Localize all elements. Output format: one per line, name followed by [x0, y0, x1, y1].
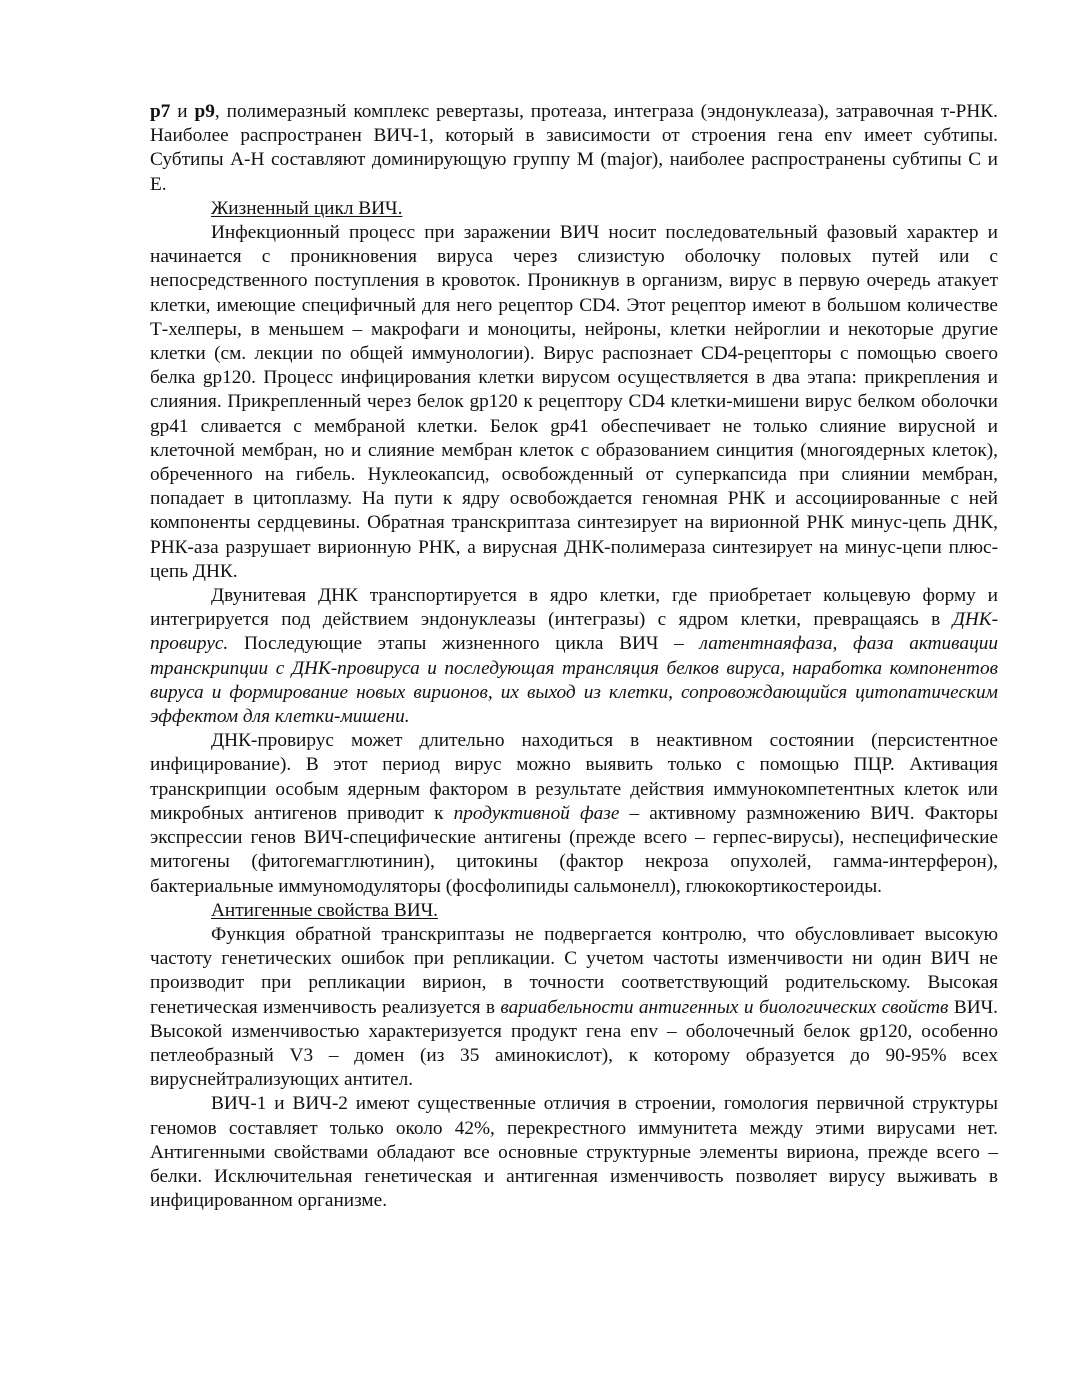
paragraph-dna-provirus — [150, 584, 998, 729]
document-page — [150, 100, 998, 1213]
paragraph-persistent-infection — [150, 729, 998, 898]
bold-term-p7: р7 — [150, 101, 171, 122]
italic-term: латентнаяфаза, фаза активации транскрипции с ДНК-провируса и последующая трансляция белков вируса, наработка компонентов вируса и формирование новых вирионов, их выход из клетки, сопровождающийся цитопатическим эффектом для клетки-мишени. — [150, 633, 998, 728]
bold-term-p9: р9 — [194, 101, 215, 122]
text-segment: – активному размножению ВИЧ. Факторы экспрессии генов ВИЧ-специфические антигены (прежде всего – герпес-вирусы), неспецифические митогены (фитогемагглютинин), цитокины (фактор некроза опухолей, гамма-интерферон), бактериальные иммуномодуляторы (фосфолипиды сальмонелл), глюкокортикостероиды. — [150, 802, 998, 897]
paragraph-virion-components — [150, 100, 998, 197]
paragraph-hiv1-hiv2-differences: ВИЧ-1 и ВИЧ-2 имеют существенные отличия в строении, гомология первичной структуры геномов составляет только около 42%, перекрестного иммунитета между этими вирусами нет. Антигенными свойствами обладают все основные структурные элементы вириона, прежде всего – белки. Исключительная генетическая и антигенная изменчивость позволяет вирусу выживать в инфицированном организме. — [150, 1093, 998, 1212]
paragraph-reverse-transcriptase — [150, 923, 998, 1092]
section-heading-antigenic-properties: Антигенные свойства ВИЧ. — [211, 899, 439, 921]
section-heading-life-cycle: Жизненный цикл ВИЧ. — [211, 197, 403, 219]
italic-term: продуктивной фазе — [453, 802, 620, 824]
italic-term: ДНК-провирус. — [150, 609, 998, 655]
text-segment: Последующие этапы жизненного цикла ВИЧ – — [228, 633, 700, 655]
paragraph-infection-process: Инфекционный процесс при заражении ВИЧ носит последовательный фазовый характер и начинается с проникновения вируса через слизистую оболочку половых путей или с непосредственного поступления в кровоток. Проникнув в организм, вирус в первую очередь атакует клетки, имеющие специфичный для него рецептор CD4. Этот рецептор имеют в большом количестве Т-хелперы, в меньшем – макрофаги и моноциты, нейроны, клетки нейроглии и некоторые другие клетки (см. лекции по общей иммунологии). Вирус распознает CD4-рецепторы с помощью своего белка gp120. Процесс инфицирования клетки вирусом осуществляется в два этапа: прикрепления и слияния. Прикрепленный через белок gp120 к рецептору CD4 клетки-мишени вирус белком оболочки gp41 сливается с мембраной клетки. Белок gp41 обеспечивает не только слияние вирусной и клеточной мембран, но и слияние мембран клеток с образованием синцития (многоядерных клеток), обреченного на гибель. Нуклеокапсид, освобожденный от суперкапсида при слиянии мембран, попадает в цитоплазму. На пути к ядру освобождается геномная РНК и ассоциированные с ней компоненты сердцевины. Обратная транскриптаза синтезирует на вирионной РНК минус-цепь ДНК, РНК-аза разрушает вирионную РНК, а вирусная ДНК-полимераза синтезирует на минус-цепи плюс-цепь ДНК. — [150, 222, 998, 582]
italic-term: вариабельности антигенных и биологических свойств — [500, 996, 949, 1018]
text-segment: , полимеразный комплекс ревертазы, протеаза, интеграза (эндонуклеаза), затравочная т-РНК. Наиболее распространен ВИЧ-1, который в зависимости от строения гена env имеет субтипы. Субтипы А-Н составляют доминирующую группу М (major), наиболее распространены субтипы С и Е. — [150, 101, 998, 195]
text-segment: ВИЧ. Высокой изменчивостью характеризуется продукт гена env – оболочечный белок gp120, особенно петлеобразный V3 – домен (из 35 аминокислот), к которому образуется до 90-95% всех вируснейтрализующих антител. — [150, 996, 998, 1091]
text-segment: ДНК-провирус может длительно находиться в неактивном состоянии (персистентное инфицирование). В этот период вирус можно выявить только с помощью ПЦР. Активация транскрипции особым ядерным фактором в результате действия иммунокомпетентных клеток или микробных антигенов приводит к — [150, 730, 998, 824]
text-segment: Функция обратной транскриптазы не подвергается контролю, что обусловливает высокую частоту генетических ошибок при репликации. С учетом частоты изменчивости ни один ВИЧ не производит при репликации вирион, в точности соответствующий родительскому. Высокая генетическая изменчивость реализуется в — [150, 923, 998, 1018]
text-segment: и — [170, 101, 195, 122]
text-segment: Двунитевая ДНК транспортируется в ядро клетки, где приобретает кольцевую форму и интегрируется под действием эндонуклеазы (интегразы) с ядром клетки, превращаясь в — [150, 585, 998, 631]
